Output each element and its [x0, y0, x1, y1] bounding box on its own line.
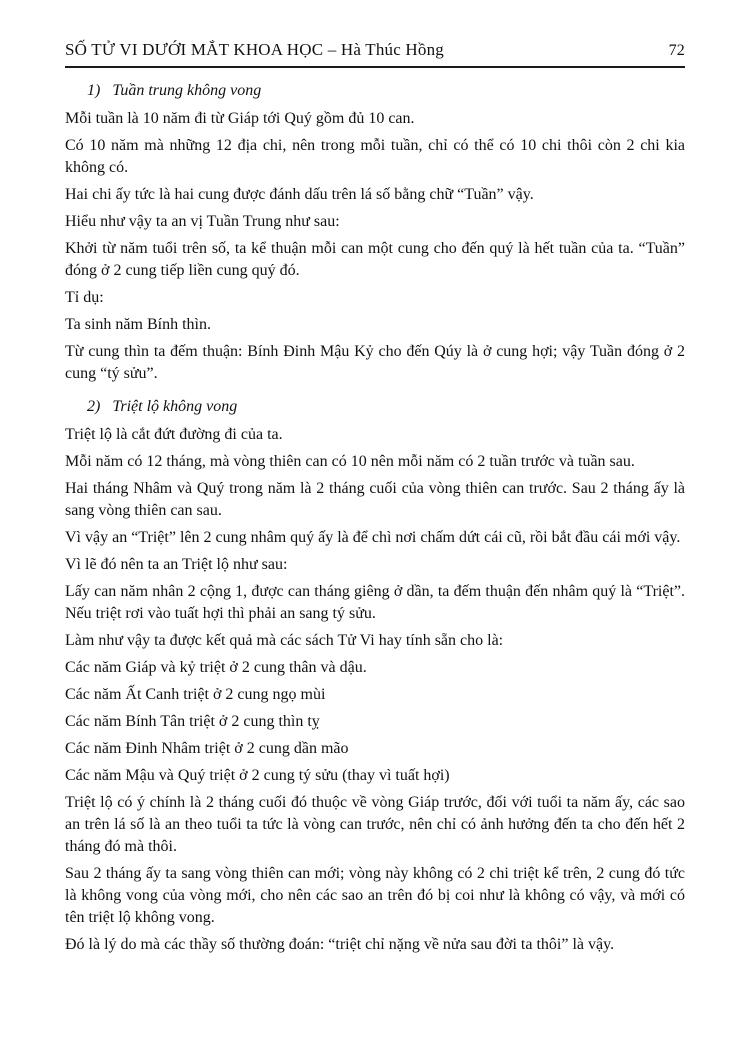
paragraph: Tỉ dụ: — [65, 289, 104, 306]
section-title: Triệt lộ không vong — [112, 398, 238, 415]
paragraph: Khởi từ năm tuổi trên số, ta kể thuận mỗi can một cung cho đến quý là hết tuần của ta. “Tuần” đóng ở 2 cung tiếp liền cung quý đó. — [65, 240, 685, 279]
paragraph: Từ cung thìn ta đếm thuận: Bính Đinh Mậu Kỷ cho đến Qúy là ở cung hợi; vậy Tuần đóng ở 2 cung “tý sửu”. — [65, 343, 685, 382]
paragraph: Đó là lý do mà các thầy số thường đoán: “triệt chỉ nặng về nửa sau đời ta thôi” là vậy. — [65, 936, 615, 953]
section-title: Tuần trung không vong — [112, 82, 262, 99]
paragraph: Vì vậy an “Triệt” lên 2 cung nhâm quý ấy là để chì nơi chấm dứt cái cũ, rồi bắt đầu cái mới vậy. — [65, 529, 681, 546]
paragraph: Hiểu như vậy ta an vị Tuần Trung như sau: — [65, 213, 340, 230]
paragraph: Các năm Đinh Nhâm triệt ở 2 cung dần mão — [65, 740, 349, 757]
paragraph: Sau 2 tháng ấy ta sang vòng thiên can mới; vòng này không có 2 chi triệt kể trên, 2 cung đó tức là không vong của vòng mới, cho nên các sao an trên đó bị coi như là không có vậy, và mới có tên triệt lộ không vong. — [65, 865, 685, 926]
paragraph: Có 10 năm mà những 12 địa chi, nên trong mỗi tuần, chỉ có thể có 10 chi thôi còn 2 chi kia không có. — [65, 137, 685, 176]
paragraph: Triệt lộ là cắt đứt đường đi của ta. — [65, 426, 283, 443]
section-heading-1 — [65, 80, 685, 102]
book-title: SỐ TỬ VI DƯỚI MẮT KHOA HỌC – Hà Thúc Hồng — [65, 40, 444, 59]
page-number: 72 — [668, 42, 685, 59]
paragraph: Các năm Bính Tân triệt ở 2 cung thìn tỵ — [65, 713, 320, 730]
paragraph: Hai tháng Nhâm và Quý trong năm là 2 tháng cuối của vòng thiên can trước. Sau 2 tháng ấy là sang vòng thiên can sau. — [65, 480, 685, 519]
section-heading-2 — [65, 396, 685, 418]
header-rule — [65, 66, 685, 68]
paragraph: Triệt lộ có ý chính là 2 tháng cuối đó thuộc về vòng Giáp trước, đối với tuổi ta năm ấy, các sao an trên lá số là an theo tuổi ta tức là vòng can trước, nên chỉ có ảnh hưởng đến ta cho đến hết 2 tháng đó mà thôi. — [65, 794, 685, 855]
page-header — [65, 40, 685, 60]
paragraph: Mỗi tuần là 10 năm đi từ Giáp tới Quý gồm đủ 10 can. — [65, 110, 415, 127]
section-number: 2) — [87, 398, 101, 415]
paragraph: Ta sinh năm Bính thìn. — [65, 316, 211, 333]
paragraph: Lấy can năm nhân 2 cộng 1, được can tháng giêng ở dần, ta đếm thuận đến nhâm quý là “Triệt”. Nếu triệt rơi vào tuất hợi thì phải an sang tý sửu. — [65, 583, 685, 622]
paragraph: Làm như vậy ta được kết quả mà các sách Tử Vi hay tính sẵn cho là: — [65, 632, 504, 649]
paragraph: Các năm Giáp và kỷ triệt ở 2 cung thân và dậu. — [65, 659, 367, 676]
page-body — [65, 80, 685, 956]
paragraph: Mỗi năm có 12 tháng, mà vòng thiên can có 10 nên mỗi năm có 2 tuần trước và tuần sau. — [65, 453, 635, 470]
section-number: 1) — [87, 82, 101, 99]
paragraph: Các năm Mậu và Quý triệt ở 2 cung tý sửu (thay vì tuất hợi) — [65, 767, 450, 784]
paragraph: Vì lẽ đó nên ta an Triệt lộ như sau: — [65, 556, 288, 573]
paragraph: Hai chi ấy tức là hai cung được đánh dấu trên lá số bằng chữ “Tuần” vậy. — [65, 186, 534, 203]
paragraph: Các năm Ất Canh triệt ở 2 cung ngọ mùi — [65, 686, 326, 703]
